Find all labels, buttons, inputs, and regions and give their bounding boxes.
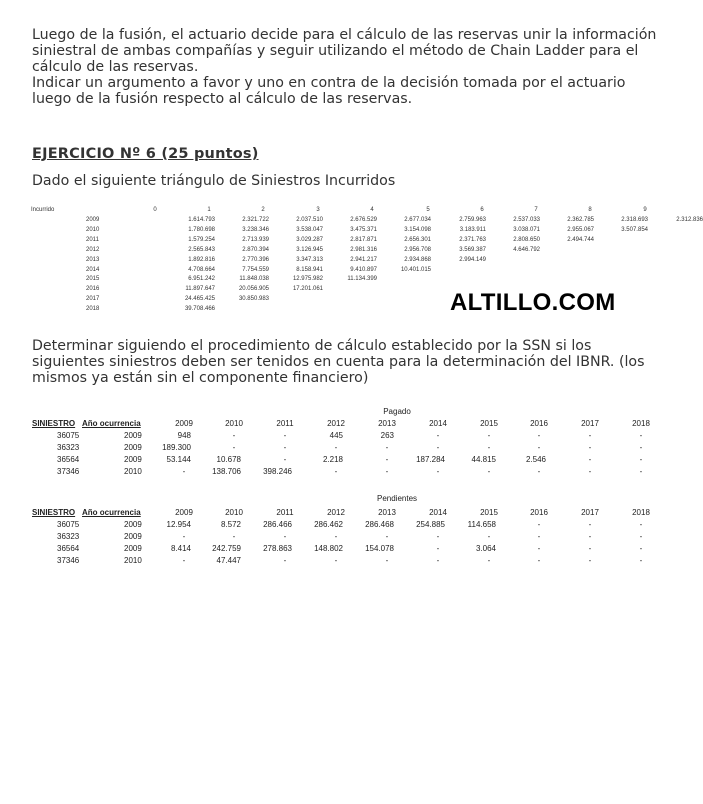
occurrence-year: 2010 <box>124 556 142 565</box>
year-header: 2018 <box>632 419 650 428</box>
occurrence-year: 2009 <box>124 431 142 440</box>
triangle-cell: 7.754.559 <box>242 266 269 273</box>
triangle-cell: 8.158.941 <box>296 266 323 273</box>
paid-cell: - <box>588 467 592 476</box>
outstanding-cell: - <box>639 520 643 529</box>
paid-cell: - <box>385 455 389 464</box>
paid-cell: 10.678 <box>216 455 241 464</box>
origin-year: 2009 <box>86 217 100 223</box>
outstanding-cell: - <box>588 520 592 529</box>
paid-cell: 445 <box>329 431 343 440</box>
outstanding-cell: - <box>283 532 287 541</box>
outstanding-cell: - <box>334 532 338 541</box>
triangle-cell: 2.759.963 <box>459 217 486 223</box>
paid-cell: 53.144 <box>166 455 191 464</box>
origin-year: 2010 <box>86 226 100 233</box>
outstanding-cell: - <box>537 532 541 541</box>
paid-cell: - <box>487 443 491 452</box>
claim-id: 36564 <box>57 544 80 553</box>
paid-cell: 2.546 <box>525 455 546 464</box>
triangle-cell: 3.475.371 <box>350 226 377 233</box>
dev-period-header: 0 <box>153 207 157 213</box>
paid-cell: 44.815 <box>471 455 496 464</box>
outstanding-cell: - <box>487 532 491 541</box>
triangle-cell: 2.770.396 <box>242 256 269 263</box>
outstanding-cell: - <box>385 556 389 565</box>
dev-period-header: 2 <box>261 207 265 213</box>
year-header: 2014 <box>429 508 447 517</box>
year-header: 2015 <box>480 419 498 428</box>
triangle-cell: 2.371.763 <box>459 236 486 243</box>
triangle-cell: 3.154.098 <box>404 226 431 233</box>
determine-line: Determinar siguiendo el procedimiento de cálculo establecido por la SSN si los <box>32 338 592 354</box>
outstanding-cell: - <box>537 544 541 553</box>
paid-cell: 948 <box>177 431 191 440</box>
intro-line: luego de la fusión respecto al cálculo de las reservas. <box>32 91 413 107</box>
triangle-cell: 10.401.015 <box>400 266 431 273</box>
outstanding-cell: 154.078 <box>365 544 394 553</box>
triangle-cell: 2.955.067 <box>567 226 594 233</box>
origin-year: 2015 <box>86 276 100 283</box>
paid-cell: - <box>639 431 643 440</box>
triangle-cell: 3.126.945 <box>296 246 323 253</box>
year-header: 2018 <box>632 508 650 517</box>
paid-title: Pagado <box>383 407 411 416</box>
outstanding-cell: 278.863 <box>263 544 292 553</box>
triangle-cell: 2.713.939 <box>242 236 269 243</box>
paid-cell: - <box>487 431 491 440</box>
intro-line: Indicar un argumento a favor y uno en contra de la decisión tomada por el actuario <box>32 75 626 91</box>
triangle-cell: 2.037.510 <box>296 217 323 223</box>
paid-cell: - <box>232 431 236 440</box>
intro-line: cálculo de las reservas. <box>32 59 199 75</box>
triangle-cell: 39.708.466 <box>184 306 215 313</box>
paid-cell: - <box>639 455 643 464</box>
triangle-cell: 24.465.425 <box>184 296 215 303</box>
watermark: ALTILLO.COM <box>450 289 616 316</box>
triangle-cell: 2.956.708 <box>404 246 431 253</box>
triangle-cell: 2.321.722 <box>242 217 269 223</box>
col-anio-header: Año ocurrencia <box>82 419 141 428</box>
triangle-intro: Dado el siguiente triángulo de Siniestros Incurridos <box>32 173 396 189</box>
outstanding-cell: 12.954 <box>166 520 191 529</box>
triangle-cell: 20.056.905 <box>238 286 269 293</box>
triangle-cell: 3.569.387 <box>459 246 486 253</box>
paid-cell: - <box>436 431 440 440</box>
paid-cell: 263 <box>380 431 394 440</box>
occurrence-year: 2009 <box>124 455 142 464</box>
origin-year: 2018 <box>86 306 100 313</box>
paid-cell: - <box>436 443 440 452</box>
year-header: 2017 <box>581 419 599 428</box>
triangle-cell: 3.347.313 <box>296 256 323 263</box>
paid-cell: - <box>588 431 592 440</box>
origin-year: 2012 <box>86 246 100 253</box>
determine-line: siguientes siniestros deben ser tenidos en cuenta para la determinación del IBNR. (los <box>32 354 645 370</box>
triangle-cell: 4.708.664 <box>188 266 215 273</box>
claim-id: 36323 <box>57 532 80 541</box>
dev-period-header: 6 <box>480 207 484 213</box>
triangle-cell: 1.892.816 <box>188 256 215 263</box>
outstanding-cell: 47.447 <box>216 556 241 565</box>
outstanding-cell: - <box>436 556 440 565</box>
dev-period-header: 8 <box>588 207 592 213</box>
dev-period-header: 1 <box>207 207 211 213</box>
outstanding-cell: - <box>436 544 440 553</box>
paid-cell: 189.300 <box>162 443 191 452</box>
triangle-cell: 3.238.346 <box>242 226 269 233</box>
outstanding-cell: - <box>182 532 186 541</box>
triangle-cell: 3.029.287 <box>296 236 323 243</box>
triangle-cell: 2.941.217 <box>350 256 377 263</box>
year-header: 2016 <box>530 508 548 517</box>
outstanding-cell: - <box>588 556 592 565</box>
triangle-cell: 2.494.744 <box>567 236 594 243</box>
col-siniestro-header: SINIESTRO <box>32 508 76 517</box>
determine-line: mismos ya están sin el componente financiero) <box>32 370 369 386</box>
triangle-cell: 2.981.316 <box>350 246 377 253</box>
triangle-cell: 2.677.034 <box>404 217 431 223</box>
triangle-cell: 2.676.529 <box>350 217 377 223</box>
triangle-cell: 2.994.149 <box>459 256 486 263</box>
paid-cell: - <box>537 467 541 476</box>
triangle-cell: 12.975.982 <box>292 276 323 283</box>
triangle-cell: 2.817.871 <box>350 236 377 243</box>
claim-id: 37346 <box>57 556 80 565</box>
outstanding-cell: - <box>385 532 389 541</box>
paid-cell: - <box>639 443 643 452</box>
paid-cell: - <box>334 467 338 476</box>
year-header: 2011 <box>276 508 294 517</box>
paid-cell: 2.218 <box>322 455 343 464</box>
paid-cell: - <box>232 443 236 452</box>
year-header: 2014 <box>429 419 447 428</box>
dev-period-header: 4 <box>370 207 374 213</box>
outstanding-title: Pendientes <box>376 494 418 503</box>
paid-cell: - <box>639 467 643 476</box>
claim-id: 36075 <box>57 520 80 529</box>
occurrence-year: 2010 <box>124 467 142 476</box>
paid-cell: - <box>588 455 592 464</box>
triangle-cell: 2.565.843 <box>188 246 215 253</box>
triangle-cell: 3.507.854 <box>621 226 648 233</box>
occurrence-year: 2009 <box>124 544 142 553</box>
outstanding-cell: 8.572 <box>220 520 241 529</box>
year-header: 2009 <box>175 508 193 517</box>
triangle-cell: 11.134.399 <box>347 276 377 283</box>
origin-year: 2011 <box>86 236 99 243</box>
outstanding-cell: - <box>639 544 643 553</box>
paid-cell: - <box>283 443 287 452</box>
determine-paragraph <box>32 338 672 386</box>
year-header: 2017 <box>581 508 599 517</box>
outstanding-cell: 286.462 <box>314 520 343 529</box>
outstanding-cell: - <box>639 556 643 565</box>
intro-paragraph <box>32 27 672 107</box>
dev-period-header: 3 <box>316 207 320 213</box>
dev-period-header: 5 <box>426 207 430 213</box>
outstanding-cell: - <box>182 556 186 565</box>
triangle-cell: 2.312.836 <box>676 217 703 223</box>
dev-period-header: 7 <box>534 207 538 213</box>
paid-cell: - <box>537 443 541 452</box>
outstanding-cell: - <box>639 532 643 541</box>
outstanding-cell: - <box>537 520 541 529</box>
year-header: 2013 <box>378 508 396 517</box>
origin-year: 2016 <box>86 286 100 293</box>
origin-year: 2017 <box>86 296 100 303</box>
triangle-cell: 2.808.650 <box>513 236 540 243</box>
outstanding-cell: - <box>487 556 491 565</box>
outstanding-cell: - <box>537 556 541 565</box>
year-header: 2016 <box>530 419 548 428</box>
outstanding-cell: 114.658 <box>467 520 496 529</box>
paid-cell: - <box>588 443 592 452</box>
outstanding-cell: - <box>334 556 338 565</box>
col-siniestro-header: SINIESTRO <box>32 419 76 428</box>
triangle-cell: 11.848.038 <box>239 276 269 283</box>
paid-cell: - <box>436 467 440 476</box>
paid-cell: - <box>487 467 491 476</box>
outstanding-cell: 242.759 <box>212 544 241 553</box>
triangle-cell: 3.538.047 <box>296 226 323 233</box>
outstanding-cell: 286.468 <box>365 520 394 529</box>
paid-cell: - <box>537 431 541 440</box>
occurrence-year: 2009 <box>124 443 142 452</box>
paid-cell: - <box>283 455 287 464</box>
paid-cell: - <box>385 467 389 476</box>
col-anio-header: Año ocurrencia <box>82 508 141 517</box>
triangle-cell: 2.537.033 <box>513 217 540 223</box>
claim-id: 36564 <box>57 455 80 464</box>
outstanding-cell: - <box>232 532 236 541</box>
year-header: 2011 <box>276 419 294 428</box>
paid-cell: - <box>283 431 287 440</box>
year-header: 2013 <box>378 419 396 428</box>
outstanding-cell: 3.064 <box>475 544 496 553</box>
paid-cell: - <box>385 443 389 452</box>
claim-id: 36075 <box>57 431 80 440</box>
paid-cell: 398.246 <box>263 467 292 476</box>
outstanding-cell: - <box>283 556 287 565</box>
paid-cell: 187.284 <box>416 455 445 464</box>
triangle-cell: 30.850.983 <box>238 296 269 303</box>
year-header: 2009 <box>175 419 193 428</box>
triangle-cell: 2.318.693 <box>621 217 648 223</box>
year-header: 2010 <box>225 419 243 428</box>
exercise-title: EJERCICIO Nº 6 (25 puntos) <box>32 146 259 162</box>
triangle-cell: 2.656.301 <box>404 236 431 243</box>
year-header: 2015 <box>480 508 498 517</box>
occurrence-year: 2009 <box>124 532 142 541</box>
triangle-cell: 1.579.254 <box>188 236 215 243</box>
dev-period-header: 9 <box>643 207 647 213</box>
triangle-cell: 2.934.868 <box>404 256 431 263</box>
origin-year: 2013 <box>86 256 100 263</box>
outstanding-cell: 286.466 <box>263 520 292 529</box>
origin-year: 2014 <box>86 266 100 273</box>
outstanding-cell: 148.802 <box>314 544 343 553</box>
triangle-cell: 1.780.698 <box>188 226 215 233</box>
paid-cell: - <box>334 443 338 452</box>
triangle-cell: 3.183.911 <box>459 226 486 233</box>
outstanding-cell: 8.414 <box>170 544 191 553</box>
triangle-label: Incurrido <box>31 207 55 213</box>
paid-cell: 138.706 <box>212 467 241 476</box>
triangle-cell: 1.614.793 <box>188 217 215 223</box>
year-header: 2012 <box>327 419 345 428</box>
outstanding-cell: - <box>436 532 440 541</box>
outstanding-cell: - <box>588 532 592 541</box>
triangle-cell: 6.951.242 <box>188 276 215 283</box>
outstanding-cell: - <box>588 544 592 553</box>
triangle-cell: 2.870.394 <box>242 246 269 253</box>
triangle-cell: 2.362.785 <box>567 217 594 223</box>
intro-line: siniestral de ambas compañías y seguir utilizando el método de Chain Ladder para el <box>32 43 639 59</box>
outstanding-cell: 254.885 <box>416 520 445 529</box>
intro-line: Luego de la fusión, el actuario decide para el cálculo de las reservas unir la información <box>32 27 657 43</box>
triangle-cell: 17.201.061 <box>292 286 323 293</box>
triangle-cell: 3.038.071 <box>513 226 540 233</box>
triangle-cell: 9.410.897 <box>350 266 377 273</box>
triangle-cell: 4.646.792 <box>513 246 540 253</box>
triangle-cell: 11.897.647 <box>185 286 215 293</box>
claim-id: 36323 <box>57 443 80 452</box>
occurrence-year: 2009 <box>124 520 142 529</box>
year-header: 2010 <box>225 508 243 517</box>
claim-id: 37346 <box>57 467 80 476</box>
paid-cell: - <box>182 467 186 476</box>
year-header: 2012 <box>327 508 345 517</box>
